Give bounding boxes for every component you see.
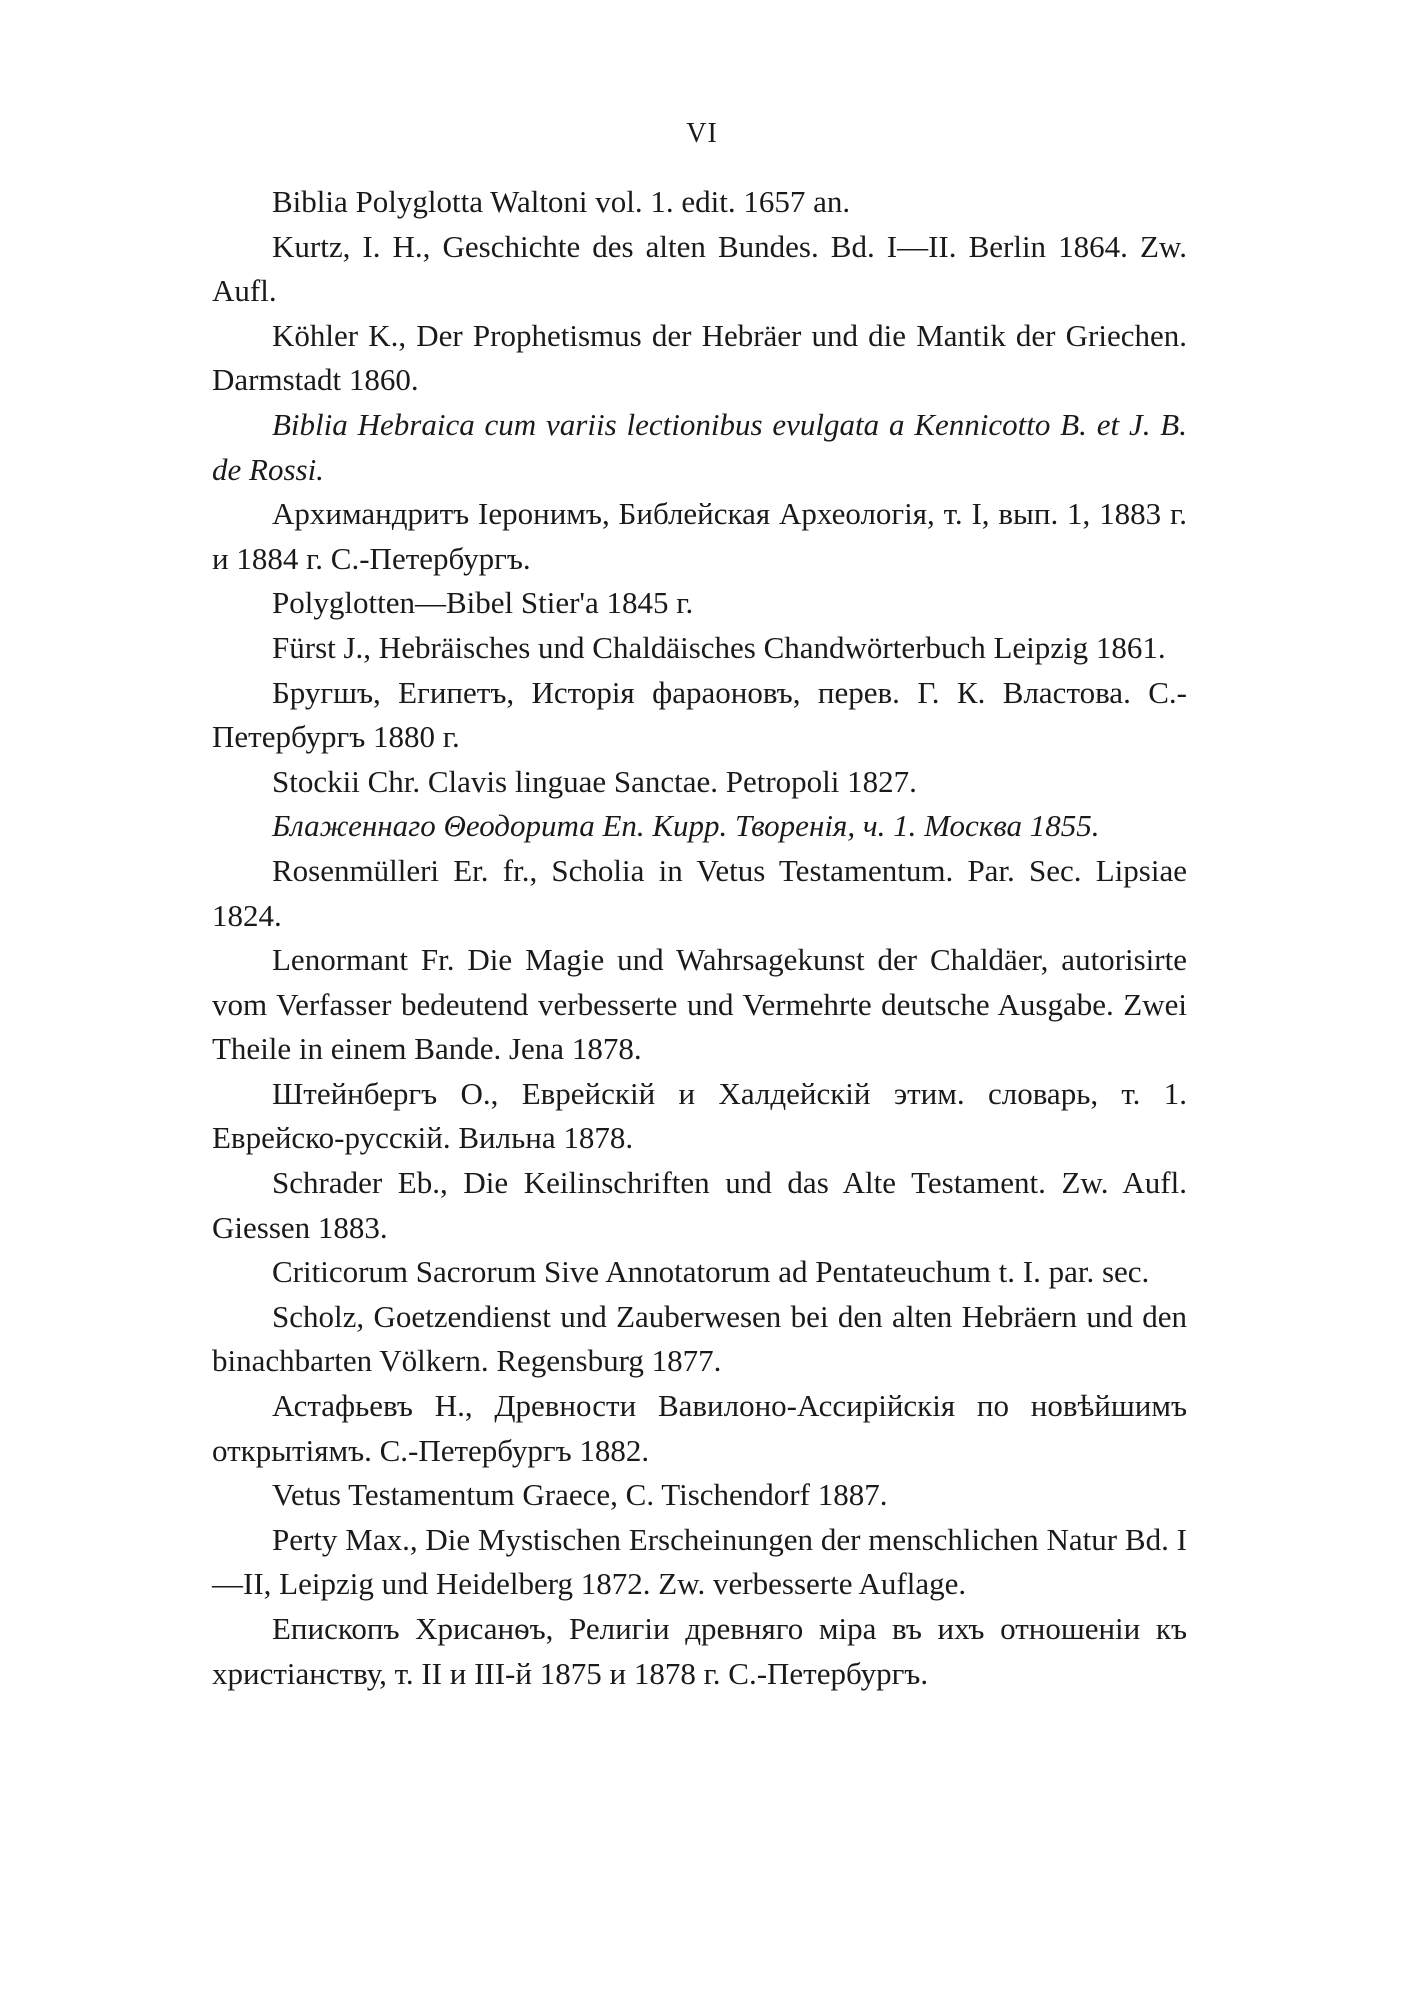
bibliography-entry: Архимандритъ Іеронимъ, Библейская Археологія, т. I, вып. 1, 1883 г. и 1884 г. С.-Петербургъ. [212, 496, 1187, 576]
bibliography-entry: Schrader Eb., Die Keilinschriften und das Alte Testament. Zw. Aufl. Giessen 1883. [212, 1165, 1187, 1245]
bibliography-entry: Kurtz, I. H., Geschichte des alten Bundes. Bd. I—II. Berlin 1864. Zw. Aufl. [212, 228, 1187, 309]
bibliography-list [212, 180, 1187, 1696]
bibliography-entry: Scholz, Goetzendienst und Zauberwesen bei den alten Hebräern und den binachbarten Völkern. Regensburg 1877. [212, 1298, 1187, 1379]
bibliography-entry: Бругшъ, Египетъ, Исторія фараоновъ, перев. Г. К. Властова. С.-Петербургъ 1880 г. [212, 674, 1187, 755]
bibliography-entry: Perty Max., Die Mystischen Erscheinungen der menschlichen Natur Bd. I—II, Leipzig und Heidelberg 1872. Zw. verbesserte Auflage. [212, 1521, 1187, 1602]
bibliography-entry: Lenormant Fr. Die Magie und Wahrsagekunst der Chaldäer, autorisirte vom Verfasser bedeutend verbesserte und Vermehrte deutsche Ausgabe. Zwei Theile in einem Bande. Jena 1878. [212, 942, 1187, 1067]
bibliography-entry: Астафьевъ Н., Древности Вавилоно-Ассирійскія по новѣйшимъ открытіямъ. С.-Петербургъ 1882. [212, 1388, 1187, 1468]
bibliography-entry: Fürst J., Hebräisches und Chaldäisches Chandwörterbuch Leipzig 1861. [272, 629, 1166, 665]
bibliography-entry: Rosenmülleri Er. fr., Scholia in Vetus Testamentum. Par. Sec. Lipsiae 1824. [212, 852, 1187, 933]
bibliography-entry: Polyglotten—Bibel Stier'a 1845 г. [272, 585, 694, 621]
bibliography-entry: Блаженнаго Θеодорита Еп. Кирр. Творенія, ч. 1. Москва 1855. [272, 808, 1100, 844]
bibliography-entry: Criticorum Sacrorum Sive Annotatorum ad Pentateuchum t. I. par. sec. [272, 1254, 1150, 1290]
bibliography-entry: Biblia Polyglotta Waltoni vol. 1. edit. 1657 an. [272, 184, 851, 219]
bibliography-entry: Епископъ Хрисанѳъ, Религіи древняго міра въ ихъ отношеніи къ христіанству, т. II и III-й 1875 и 1878 г. С.-Петербургъ. [212, 1611, 1187, 1691]
bibliography-entry: Biblia Hebraica cum variis lectionibus evulgata a Kennicotto B. et J. B. de Rossi. [212, 406, 1187, 487]
bibliography-entry: Stockii Chr. Clavis linguae Sanctae. Petropoli 1827. [272, 763, 917, 799]
page-number: VI [686, 118, 718, 149]
bibliography-entry: Vetus Testamentum Graece, C. Tischendorf 1887. [272, 1477, 888, 1513]
bibliography-entry: Штейнбергъ О., Еврейскій и Халдейскій этим. словарь, т. 1. Еврейско-русскій. Вильна 1878. [212, 1075, 1187, 1156]
bibliography-entry: Köhler K., Der Prophetismus der Hebräer und die Mantik der Griechen. Darmstadt 1860. [212, 317, 1187, 398]
